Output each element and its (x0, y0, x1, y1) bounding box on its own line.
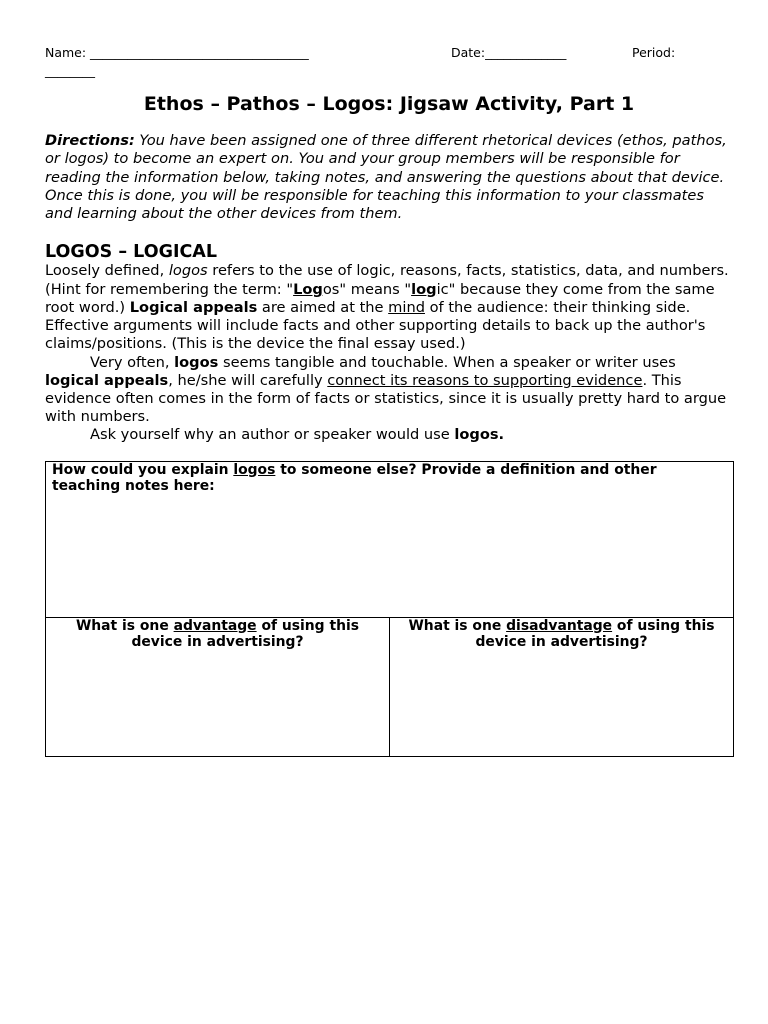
q2-advantage: advantage (173, 617, 257, 634)
p2-text: , he/she will carefully (168, 371, 328, 389)
q3-disadvantage: disadvantage (506, 617, 613, 634)
student-info-header (45, 44, 733, 80)
worksheet-page (45, 44, 733, 757)
p3-logos: logos. (454, 426, 505, 444)
p1-text: os" means " (322, 280, 412, 298)
p1-root-log-1: Log (293, 280, 323, 298)
section-heading: LOGOS – LOGICAL (45, 242, 218, 263)
p3-text: Ask yourself why an author or speaker would use (90, 426, 455, 444)
notes-table (45, 461, 734, 757)
p2-logical-appeals: logical appeals (45, 371, 169, 389)
explain-logos-cell[interactable] (46, 461, 734, 617)
advantage-cell[interactable] (46, 617, 390, 756)
p1-text: Loosely defined, (45, 262, 169, 280)
q2-text: of using this device in advertising? (131, 617, 360, 651)
p2-text: . This evidence often comes in the form of facts or statistics, since it is usually pretty hard to argue with numbers. (45, 371, 727, 426)
q1-logos: logos (233, 461, 276, 478)
p1-mind: mind (388, 298, 425, 316)
p1-text: of the audience: their thinking side. Effective arguments will include facts and other supporting details to back up the author's claims/positions. (This is the device the final essay used.) (45, 298, 706, 353)
date-field[interactable]: Date:_____________ (451, 45, 567, 60)
q1-text: How could you explain (52, 461, 234, 478)
logos-paragraph-1 (45, 262, 733, 353)
name-field[interactable]: Name: ___________________________________ (45, 45, 309, 60)
logos-paragraph-2 (45, 354, 733, 427)
directions-paragraph (45, 132, 733, 223)
q3-text: of using this device in advertising? (475, 617, 715, 651)
p1-text: refers to the use of logic, reasons, facts, statistics, data, and numbers. (Hint for remembering the term: " (45, 262, 729, 298)
period-blank[interactable]: ________ (45, 63, 95, 78)
p1-term: logos (168, 262, 208, 280)
disadvantage-cell[interactable] (390, 617, 734, 756)
p1-text: ic" because they come from the same root word.) (45, 280, 715, 316)
q3-text: What is one (408, 617, 507, 634)
q1-text: to someone else? Provide a definition and other teaching notes here: (52, 461, 657, 495)
q2-text: What is one (75, 617, 174, 634)
logos-paragraph-3 (45, 426, 733, 444)
p2-logos: logos (174, 353, 219, 371)
p2-text: seems tangible and touchable. When a speaker or writer uses (218, 353, 676, 371)
p2-connect-evidence: connect its reasons to supporting evidence (327, 371, 643, 389)
p1-text: are aimed at the (257, 298, 389, 316)
period-field[interactable]: Period: (632, 45, 676, 60)
directions-lead: Directions: (45, 132, 135, 149)
page-title: Ethos – Pathos – Logos: Jigsaw Activity, Part 1 (143, 93, 635, 115)
p1-root-log-2: log (411, 280, 437, 298)
directions-text: You have been assigned one of three different rhetorical devices (ethos, pathos, or logos) to become an expert on. You and your group members will be responsible for reading the information below, taking notes, and answering the questions about that device. Once this is done, you will be responsible for teaching this information to your classmates and learning about the other devices from them. (45, 132, 727, 223)
p2-text: Very often, (90, 353, 175, 371)
p1-logical-appeals: Logical appeals (129, 298, 258, 316)
